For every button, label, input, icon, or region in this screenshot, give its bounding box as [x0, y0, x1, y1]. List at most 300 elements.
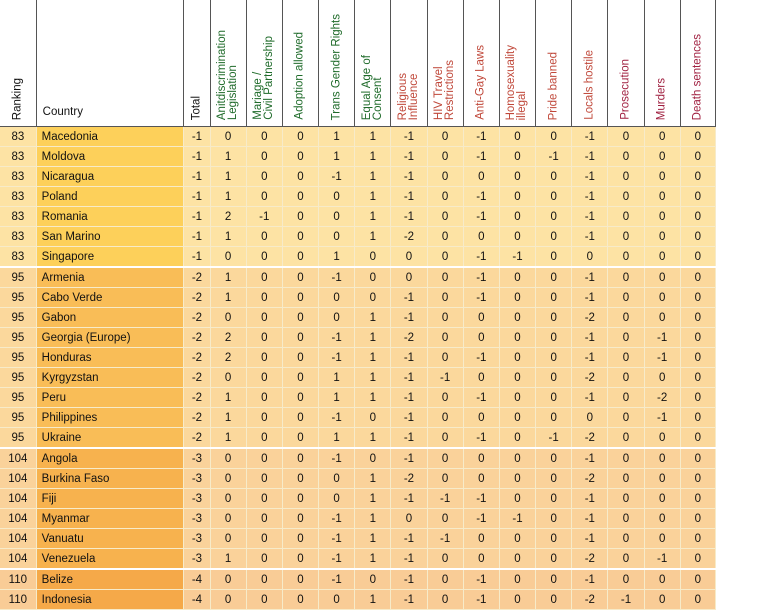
total-cell: -4	[184, 569, 210, 590]
ranking-cell: 83	[0, 147, 36, 167]
score-cell: 0	[608, 207, 644, 227]
score-cell: -1	[572, 187, 608, 207]
ranking-header-label: Ranking	[11, 77, 24, 120]
ranking-cell: 83	[0, 187, 36, 207]
score-cell: -1	[644, 328, 680, 348]
score-cell: 0	[608, 489, 644, 509]
score-cell: 0	[680, 247, 715, 268]
score-cell: 0	[427, 549, 463, 570]
column-header-9	[536, 0, 572, 127]
total-cell: -2	[184, 328, 210, 348]
score-cell: 1	[355, 328, 391, 348]
score-cell: 0	[355, 569, 391, 590]
score-cell: 0	[644, 489, 680, 509]
score-cell: 0	[536, 388, 572, 408]
score-cell: 0	[499, 368, 535, 388]
column-header-13	[680, 0, 715, 127]
score-cell: 0	[499, 267, 535, 288]
score-cell: 0	[391, 267, 427, 288]
score-cell: 0	[644, 590, 680, 610]
score-cell: 1	[355, 227, 391, 247]
score-cell: -1	[391, 388, 427, 408]
score-cell: 1	[355, 388, 391, 408]
score-cell: 0	[463, 408, 499, 428]
score-cell: 0	[355, 408, 391, 428]
score-cell: 0	[246, 408, 282, 428]
total-header	[184, 0, 210, 127]
score-cell: 0	[644, 167, 680, 187]
score-cell: -1	[463, 569, 499, 590]
score-cell: 0	[680, 147, 715, 167]
country-cell: Vanuatu	[36, 529, 184, 549]
score-cell: 1	[210, 267, 246, 288]
column-header-label: Adoption allowed	[293, 32, 306, 120]
country-cell: Angola	[36, 448, 184, 469]
score-cell: -1	[391, 368, 427, 388]
score-cell: 1	[355, 549, 391, 570]
score-cell: 0	[499, 127, 535, 147]
score-cell: 0	[536, 489, 572, 509]
score-cell: 0	[536, 469, 572, 489]
score-cell: -1	[391, 448, 427, 469]
country-cell: Philippines	[36, 408, 184, 428]
ranking-cell: 95	[0, 348, 36, 368]
score-cell: 0	[536, 408, 572, 428]
score-cell: 0	[210, 469, 246, 489]
column-header-2	[282, 0, 318, 127]
score-cell: 0	[246, 428, 282, 449]
score-cell: 0	[319, 187, 355, 207]
score-cell: 0	[246, 529, 282, 549]
score-cell: 0	[427, 408, 463, 428]
score-cell: 0	[608, 408, 644, 428]
score-cell: -1	[391, 147, 427, 167]
score-cell: 0	[572, 247, 608, 268]
ranking-cell: 104	[0, 448, 36, 469]
score-cell: 0	[536, 167, 572, 187]
country-cell: Peru	[36, 388, 184, 408]
score-cell: -1	[319, 167, 355, 187]
score-cell: 0	[536, 529, 572, 549]
score-cell: -1	[427, 368, 463, 388]
country-cell: Macedonia	[36, 127, 184, 147]
score-cell: 0	[680, 569, 715, 590]
score-cell: 1	[319, 428, 355, 449]
score-cell: -1	[463, 348, 499, 368]
score-cell: 0	[680, 469, 715, 489]
score-cell: 0	[246, 549, 282, 570]
score-cell: 1	[355, 428, 391, 449]
score-cell: 0	[680, 288, 715, 308]
column-header-1	[246, 0, 282, 127]
score-cell: -1	[572, 207, 608, 227]
total-cell: -4	[184, 590, 210, 610]
column-header-3	[319, 0, 355, 127]
ranking-cell: 83	[0, 247, 36, 268]
table-row	[0, 348, 716, 368]
score-cell: 0	[282, 127, 318, 147]
total-cell: -3	[184, 448, 210, 469]
score-cell: 0	[210, 127, 246, 147]
score-cell: 0	[427, 590, 463, 610]
score-cell: 0	[246, 368, 282, 388]
score-cell: 0	[499, 227, 535, 247]
score-cell: 0	[499, 348, 535, 368]
score-cell: 0	[499, 388, 535, 408]
score-cell: 0	[282, 509, 318, 529]
score-cell: -1	[319, 448, 355, 469]
score-cell: 0	[680, 267, 715, 288]
score-cell: 0	[680, 328, 715, 348]
score-cell: 0	[282, 489, 318, 509]
score-cell: 0	[499, 147, 535, 167]
score-cell: 0	[608, 127, 644, 147]
score-cell: -1	[463, 127, 499, 147]
score-cell: 0	[680, 308, 715, 328]
score-cell: -1	[572, 348, 608, 368]
score-cell: -1	[572, 388, 608, 408]
score-cell: 0	[246, 348, 282, 368]
score-cell: 0	[680, 529, 715, 549]
column-header-label: Trans Gender Rights	[330, 13, 343, 120]
score-cell: 0	[608, 368, 644, 388]
score-cell: 0	[282, 267, 318, 288]
score-cell: -2	[572, 590, 608, 610]
table-row	[0, 408, 716, 428]
score-cell: 1	[210, 187, 246, 207]
table-row	[0, 247, 716, 268]
table-row	[0, 529, 716, 549]
score-cell: -2	[572, 428, 608, 449]
ranking-cell: 104	[0, 529, 36, 549]
score-cell: -1	[391, 428, 427, 449]
total-cell: -1	[184, 187, 210, 207]
score-cell: -1	[572, 147, 608, 167]
score-cell: 0	[536, 590, 572, 610]
score-cell: 0	[536, 348, 572, 368]
total-cell: -2	[184, 428, 210, 449]
score-cell: 0	[427, 288, 463, 308]
score-cell: -1	[572, 489, 608, 509]
country-cell: Singapore	[36, 247, 184, 268]
score-cell: -1	[572, 509, 608, 529]
score-cell: 0	[427, 428, 463, 449]
score-cell: -1	[536, 428, 572, 449]
score-cell: -1	[463, 247, 499, 268]
score-cell: -1	[319, 509, 355, 529]
score-cell: 0	[608, 328, 644, 348]
score-cell: 0	[499, 328, 535, 348]
score-cell: 1	[355, 207, 391, 227]
score-cell: 0	[499, 489, 535, 509]
score-cell: 1	[210, 388, 246, 408]
table-row	[0, 187, 716, 207]
score-cell: -2	[572, 469, 608, 489]
score-cell: -1	[391, 348, 427, 368]
score-cell: 0	[644, 428, 680, 449]
score-cell: 0	[282, 328, 318, 348]
score-cell: 0	[644, 529, 680, 549]
score-cell: 0	[608, 448, 644, 469]
score-cell: 0	[282, 408, 318, 428]
score-cell: 0	[319, 288, 355, 308]
score-cell: 0	[608, 469, 644, 489]
score-cell: 0	[644, 127, 680, 147]
score-cell: -1	[499, 247, 535, 268]
score-cell: 0	[608, 549, 644, 570]
ranking-cell: 83	[0, 207, 36, 227]
total-cell: -2	[184, 368, 210, 388]
score-cell: 0	[210, 247, 246, 268]
score-cell: 0	[536, 308, 572, 328]
score-cell: 0	[355, 247, 391, 268]
score-cell: -1	[391, 408, 427, 428]
score-cell: 0	[427, 388, 463, 408]
table-row	[0, 267, 716, 288]
ranking-cell: 95	[0, 428, 36, 449]
country-cell: San Marino	[36, 227, 184, 247]
score-cell: 0	[463, 448, 499, 469]
score-cell: 0	[319, 590, 355, 610]
score-cell: 0	[499, 590, 535, 610]
score-cell: 0	[644, 267, 680, 288]
country-cell: Gabon	[36, 308, 184, 328]
total-cell: -1	[184, 167, 210, 187]
score-cell: -1	[572, 267, 608, 288]
score-cell: -1	[391, 288, 427, 308]
score-cell: 0	[680, 489, 715, 509]
table-row	[0, 549, 716, 570]
score-cell: -1	[319, 569, 355, 590]
score-cell: 0	[246, 448, 282, 469]
score-cell: 0	[536, 448, 572, 469]
score-cell: 0	[246, 167, 282, 187]
score-cell: 0	[644, 308, 680, 328]
column-header-8	[499, 0, 535, 127]
score-cell: 0	[427, 569, 463, 590]
score-cell: -1	[391, 207, 427, 227]
score-cell: 0	[282, 247, 318, 268]
country-cell: Kyrgyzstan	[36, 368, 184, 388]
score-cell: -1	[246, 207, 282, 227]
country-cell: Ukraine	[36, 428, 184, 449]
score-cell: 0	[282, 469, 318, 489]
score-cell: -1	[319, 328, 355, 348]
score-cell: -1	[499, 509, 535, 529]
score-cell: 0	[644, 187, 680, 207]
score-cell: 0	[499, 469, 535, 489]
score-cell: 0	[463, 368, 499, 388]
score-cell: 0	[644, 368, 680, 388]
score-cell: 0	[282, 368, 318, 388]
score-cell: 0	[463, 549, 499, 570]
score-cell: 0	[608, 348, 644, 368]
score-cell: 0	[427, 247, 463, 268]
total-header-label: Total	[190, 95, 203, 120]
table-row	[0, 590, 716, 610]
total-cell: -3	[184, 469, 210, 489]
score-cell: -1	[391, 187, 427, 207]
score-cell: 0	[282, 187, 318, 207]
score-cell: 1	[355, 167, 391, 187]
table-row	[0, 448, 716, 469]
column-header-11	[608, 0, 644, 127]
total-cell: -2	[184, 408, 210, 428]
table-row	[0, 227, 716, 247]
column-header-label: Equal Age of Consent	[360, 54, 384, 120]
ranking-cell: 95	[0, 368, 36, 388]
score-cell: 0	[499, 529, 535, 549]
table-row	[0, 288, 716, 308]
column-header-5	[391, 0, 427, 127]
score-cell: 0	[282, 448, 318, 469]
score-cell: -1	[536, 147, 572, 167]
column-header-label: Pride banned	[547, 51, 560, 120]
score-cell: 0	[536, 288, 572, 308]
score-cell: 0	[536, 187, 572, 207]
score-cell: 0	[608, 529, 644, 549]
score-cell: -1	[463, 207, 499, 227]
score-cell: 1	[355, 187, 391, 207]
score-cell: 0	[246, 489, 282, 509]
total-cell: -2	[184, 267, 210, 288]
score-cell: 0	[680, 448, 715, 469]
score-cell: 1	[355, 509, 391, 529]
total-cell: -2	[184, 348, 210, 368]
score-cell: 0	[536, 267, 572, 288]
score-cell: 1	[355, 590, 391, 610]
score-cell: 0	[608, 227, 644, 247]
score-cell: 0	[319, 489, 355, 509]
column-header-4	[355, 0, 391, 127]
country-cell: Belize	[36, 569, 184, 590]
score-cell: 0	[355, 448, 391, 469]
total-cell: -1	[184, 227, 210, 247]
score-cell: 1	[210, 549, 246, 570]
score-cell: 0	[608, 147, 644, 167]
score-cell: 0	[680, 187, 715, 207]
score-cell: 1	[210, 428, 246, 449]
table-row	[0, 368, 716, 388]
country-cell: Poland	[36, 187, 184, 207]
ranking-cell: 95	[0, 267, 36, 288]
score-cell: 0	[680, 509, 715, 529]
score-cell: 0	[680, 167, 715, 187]
score-cell: -1	[319, 529, 355, 549]
ranking-cell: 95	[0, 288, 36, 308]
ranking-cell: 104	[0, 509, 36, 529]
score-cell: -1	[391, 127, 427, 147]
score-cell: -1	[319, 267, 355, 288]
score-cell: 0	[246, 328, 282, 348]
score-cell: 1	[355, 308, 391, 328]
score-cell: 1	[319, 368, 355, 388]
table-row	[0, 147, 716, 167]
table-row	[0, 509, 716, 529]
score-cell: 0	[246, 569, 282, 590]
score-cell: 0	[644, 448, 680, 469]
country-cell: Romania	[36, 207, 184, 227]
score-cell: -1	[391, 590, 427, 610]
score-cell: 0	[355, 288, 391, 308]
column-header-label: Homosexuality illegal	[505, 44, 529, 120]
score-cell: 0	[463, 308, 499, 328]
column-header-label: Anitdiscrimination Legislation	[216, 29, 240, 120]
score-cell: -1	[463, 147, 499, 167]
score-cell: -1	[391, 308, 427, 328]
total-cell: -1	[184, 127, 210, 147]
column-header-label: Prosecution	[619, 59, 632, 120]
score-cell: -1	[391, 569, 427, 590]
score-cell: 2	[210, 328, 246, 348]
score-cell: -1	[463, 428, 499, 449]
score-cell: 1	[210, 288, 246, 308]
score-cell: 0	[463, 328, 499, 348]
score-cell: 0	[427, 509, 463, 529]
score-cell: -1	[463, 509, 499, 529]
score-cell: 0	[608, 388, 644, 408]
score-cell: 0	[210, 308, 246, 328]
score-cell: 0	[282, 388, 318, 408]
score-cell: 0	[427, 448, 463, 469]
score-cell: 0	[572, 408, 608, 428]
score-cell: 0	[499, 569, 535, 590]
score-cell: 0	[680, 227, 715, 247]
ranking-cell: 83	[0, 127, 36, 147]
score-cell: 0	[391, 247, 427, 268]
score-cell: 0	[246, 288, 282, 308]
score-cell: 0	[319, 207, 355, 227]
score-cell: 0	[463, 529, 499, 549]
score-cell: 1	[319, 147, 355, 167]
column-header-label: HIV Travel Restrictions	[433, 59, 457, 120]
score-cell: 0	[536, 207, 572, 227]
score-cell: 0	[319, 227, 355, 247]
score-cell: 0	[282, 590, 318, 610]
score-cell: 0	[427, 167, 463, 187]
score-cell: -1	[572, 227, 608, 247]
column-header-10	[572, 0, 608, 127]
score-cell: -2	[572, 308, 608, 328]
score-cell: 1	[355, 469, 391, 489]
score-cell: 0	[536, 328, 572, 348]
score-cell: 0	[463, 167, 499, 187]
total-cell: -3	[184, 489, 210, 509]
score-cell: -2	[572, 368, 608, 388]
column-header-12	[644, 0, 680, 127]
total-cell: -1	[184, 247, 210, 268]
score-cell: 0	[608, 569, 644, 590]
total-cell: -1	[184, 147, 210, 167]
score-cell: -1	[391, 549, 427, 570]
score-cell: 1	[319, 247, 355, 268]
score-cell: -1	[427, 489, 463, 509]
score-cell: 0	[499, 448, 535, 469]
country-cell: Indonesia	[36, 590, 184, 610]
score-cell: 1	[355, 127, 391, 147]
column-header-label: Religious Influence	[396, 72, 420, 120]
ranking-cell: 95	[0, 328, 36, 348]
score-cell: 0	[246, 127, 282, 147]
score-cell: 0	[319, 469, 355, 489]
score-cell: 0	[608, 308, 644, 328]
total-cell: -3	[184, 509, 210, 529]
score-cell: 0	[282, 288, 318, 308]
score-cell: 0	[644, 147, 680, 167]
country-cell: Georgia (Europe)	[36, 328, 184, 348]
score-cell: 0	[246, 227, 282, 247]
score-cell: -1	[463, 388, 499, 408]
